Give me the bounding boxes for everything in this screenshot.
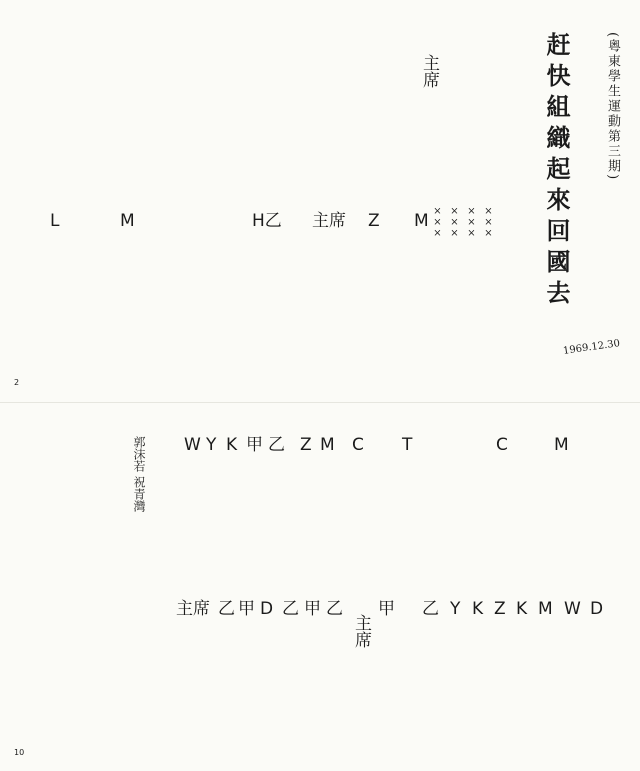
speaker-label: 乙 <box>282 599 299 619</box>
speaker-label: Z <box>300 435 312 455</box>
speaker-label: L <box>50 211 60 231</box>
speaker-label: 乙 <box>422 599 439 619</box>
author-names: 郭沫若 祝青灣 <box>132 436 146 512</box>
speaker-label: M <box>120 211 135 231</box>
page-divider <box>0 402 640 403</box>
text-column <box>14 14 184 189</box>
speaker-label: 主席 <box>176 599 210 619</box>
text-column <box>14 428 624 578</box>
page-number: 2 <box>14 378 20 387</box>
handwritten-date: 1969.12.30 <box>562 338 621 357</box>
speaker-label: Z <box>494 599 506 619</box>
speaker-label: 乙 <box>218 599 235 619</box>
speaker-label: C <box>352 435 364 455</box>
speaker-label: T <box>402 435 413 455</box>
text-column <box>14 608 624 758</box>
speaker-label: 主席 <box>312 211 346 231</box>
page-number: 10 <box>14 748 25 757</box>
speaker-label: Y <box>206 435 217 455</box>
speaker-label: Z <box>368 211 380 231</box>
speaker-label: 甲 <box>304 599 321 619</box>
speaker-label: W <box>564 599 581 619</box>
text-column <box>14 201 204 371</box>
speaker-label: 乙 <box>268 435 285 455</box>
speaker-label: H乙 <box>252 211 282 231</box>
text-column <box>194 14 354 189</box>
signature: ××× <box>432 206 443 239</box>
speaker-label: 甲 <box>238 599 255 619</box>
speaker-label: 主席 <box>419 54 439 88</box>
signature: ××× <box>483 206 494 239</box>
speaker-label: D <box>260 599 274 619</box>
document-title: 赶快組織起來回國去 <box>542 32 571 311</box>
signature: ××× <box>449 206 460 239</box>
speaker-label: 主席 <box>351 614 371 648</box>
speaker-label: M <box>554 435 569 455</box>
speaker-label: W <box>184 435 201 455</box>
bottom-page <box>6 418 634 765</box>
speaker-label: 甲 <box>246 435 263 455</box>
speaker-label: M <box>320 435 335 455</box>
top-page <box>6 6 634 390</box>
document-source: (粵東學生運動第三期) <box>605 32 620 182</box>
speaker-label: Y <box>450 599 461 619</box>
speaker-label: K <box>472 599 484 619</box>
speaker-label: M <box>414 211 429 231</box>
text-column <box>364 16 484 186</box>
speaker-label: K <box>226 435 238 455</box>
speaker-label: C <box>496 435 508 455</box>
speaker-label: K <box>516 599 528 619</box>
speaker-label: M <box>538 599 553 619</box>
speaker-label: 乙 <box>326 599 343 619</box>
speaker-label: 甲 <box>378 599 395 619</box>
signature: ××× <box>466 206 477 239</box>
speaker-label: D <box>590 599 604 619</box>
